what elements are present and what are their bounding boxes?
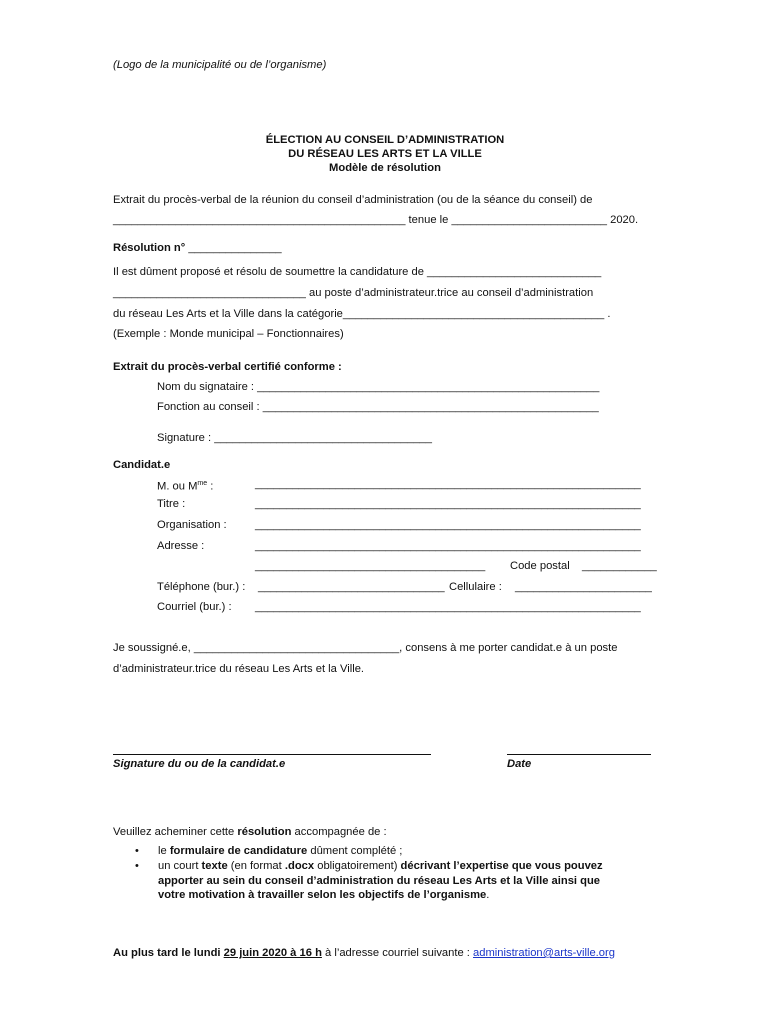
email-label: Courriel (bur.) :: [157, 601, 232, 613]
body-line-1: Il est dûment proposé et résolu de soumettre la candidature de ____________________________: [113, 266, 602, 278]
body-line-2: _______________________________ au poste d’administrateur.trice au conseil d’administration: [113, 287, 594, 299]
postal-code-blank: ____________: [582, 560, 657, 572]
intro-line-1: Extrait du procès-verbal de la réunion du conseil d’administration (ou de la séance du conseil) de: [113, 194, 593, 206]
candidate-heading: Candidat.e: [113, 459, 171, 471]
intro-line-2: _______________________________________________ tenue le _________________________ 2020.: [113, 214, 639, 226]
signature-line: Signature : ___________________________________: [157, 432, 432, 444]
instructions-item-1: le formulaire de candidature dûment complété ;: [158, 845, 403, 857]
title-field-blank: ______________________________________________________________: [255, 478, 641, 490]
candidate-signature-label: Signature du ou de la candidat.e: [113, 758, 286, 770]
phone-blank: ______________________________: [258, 581, 445, 593]
deadline-date: 29 juin 2020 à 16 h: [223, 947, 322, 959]
bullet-icon: •: [135, 845, 139, 857]
contact-email-link[interactable]: administration@arts-ville.org: [473, 947, 615, 959]
title-line-2: DU RÉSEAU LES ARTS ET LA VILLE: [288, 148, 482, 160]
body-line-4: (Exemple : Monde municipal – Fonctionnaires): [113, 328, 344, 340]
resolution-blank: _______________: [188, 242, 282, 254]
deadline-line: Au plus tard le lundi 29 juin 2020 à 16 h à l’adresse courriel suivante : administration@arts-ville.org: [113, 947, 615, 959]
resolution-number: [113, 241, 282, 255]
instructions-item-2-line-2: apporter au sein du conseil d’administration du réseau Les Arts et la Ville ainsi que: [158, 875, 601, 887]
cell-blank: ______________________: [515, 581, 652, 593]
cell-label: Cellulaire :: [449, 581, 502, 593]
signatory-function-line: Fonction au conseil : ______________________________________________________: [157, 401, 599, 413]
resolution-label: Résolution n°: [113, 242, 186, 254]
bullet-icon: •: [135, 860, 139, 872]
job-title-label: Titre :: [157, 498, 186, 510]
organisation-label: Organisation :: [157, 519, 227, 531]
date-line: [507, 754, 651, 755]
body-line-3: du réseau Les Arts et la Ville dans la catégorie__________________________________________ .: [113, 308, 611, 320]
candidate-signature-line: [113, 754, 431, 755]
address-label: Adresse :: [157, 540, 205, 552]
subtitle: Modèle de résolution: [329, 162, 441, 174]
email-blank: ______________________________________________________________: [255, 601, 641, 613]
certified-heading: Extrait du procès-verbal certifié conforme :: [113, 361, 342, 373]
phone-label: Téléphone (bur.) :: [157, 581, 246, 593]
signatory-name-line: Nom du signataire : _______________________________________________________: [157, 381, 600, 393]
job-title-blank: ______________________________________________________________: [255, 498, 641, 510]
address-blank-2: _____________________________________: [255, 560, 486, 572]
consent-line-2: d’administrateur.trice du réseau Les Arts et la Ville.: [113, 663, 365, 675]
logo-placeholder: (Logo de la municipalité ou de l’organisme): [113, 59, 327, 71]
postal-code-label: Code postal: [510, 560, 570, 572]
address-blank-1: ______________________________________________________________: [255, 540, 641, 552]
title-field-label: M. ou $M^{me}$ :: [157, 480, 214, 493]
instructions-item-2: un court texte (en format .docx obligatoirement) décrivant l’expertise que vous pouvez: [158, 860, 603, 872]
instructions-lead: Veuillez acheminer cette résolution accompagnée de :: [113, 826, 387, 838]
date-label: Date: [507, 758, 532, 770]
organisation-blank: ______________________________________________________________: [255, 519, 641, 531]
instructions-item-2-line-3: votre motivation à travailler selon les objectifs de l’organisme.: [158, 889, 490, 901]
consent-line-1: Je soussigné.e, _________________________________, consens à me porter candidat.e à un poste: [113, 642, 618, 654]
title-line-1: ÉLECTION AU CONSEIL D’ADMINISTRATION: [265, 134, 505, 146]
